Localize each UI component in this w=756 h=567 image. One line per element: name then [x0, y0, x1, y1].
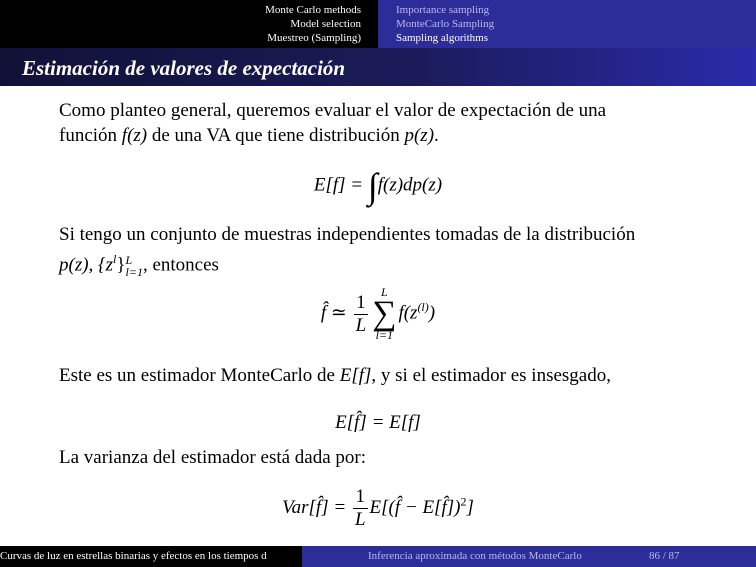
section-nav: [0, 0, 378, 48]
paragraph-montecarlo: [59, 363, 709, 388]
eq4-lhs: Var[f̂] =: [282, 496, 351, 518]
eq4-numerator: 1: [355, 486, 365, 507]
eq2-rhs: f(z: [398, 302, 418, 324]
sum-upper: L: [380, 285, 388, 299]
summation: [372, 286, 396, 342]
paragraph-intro-line1: Como planteo general, queremos evaluar el valor de expectación de una: [59, 100, 607, 121]
math-ef: E[f]: [339, 365, 372, 386]
paragraph-intro-line2: [59, 123, 709, 148]
footer-bar: [0, 546, 756, 567]
paragraph-samples: [59, 222, 709, 278]
footer-section-title[interactable]: Inferencia aproximada con métodos MonteCarlo: [368, 550, 582, 562]
footer-right: [302, 546, 756, 567]
nav-subsection-sampling-algorithms[interactable]: Sampling algorithms: [396, 32, 488, 44]
math-limits: [126, 254, 143, 278]
frame-title-bar: [0, 48, 756, 86]
math-fz: f(z): [121, 125, 148, 146]
nav-section-model-selection[interactable]: Model selection: [290, 18, 361, 30]
math-sub-l1: l=1: [125, 264, 143, 279]
text-estimador: Este es un estimador MonteCarlo de: [59, 365, 340, 386]
equation-unbiased: E[f̂] = E[f]: [335, 412, 421, 433]
text-funcion: función: [59, 125, 122, 146]
sum-lower: l=1: [375, 328, 394, 342]
text-period: .: [434, 125, 439, 146]
eq2-rhs-sup: (l): [417, 300, 429, 315]
eq2-lhs: f̂ ≃: [320, 302, 352, 324]
eq2-numerator: 1: [356, 291, 366, 313]
slide-content: [0, 86, 756, 546]
equation-variance: [0, 486, 756, 531]
math-samples-set: p(z), {z: [59, 254, 114, 276]
paragraph-varianza: La varianza del estimador está dada por:: [59, 447, 367, 468]
eq1-rhs: f(z)dp(z): [377, 174, 443, 196]
sum-sign: ∑: [372, 295, 397, 332]
eq1-lhs: E[f] =: [313, 174, 368, 196]
eq4-end: ]: [466, 496, 474, 518]
subsection-nav: [378, 0, 756, 48]
header-navigation: [0, 0, 756, 48]
eq2-rhs-end: ): [428, 302, 436, 324]
eq4-fraction: [353, 486, 368, 531]
slide-title: Estimación de valores de expectación: [22, 56, 346, 80]
eq4-sup: 2: [460, 494, 467, 509]
math-sup-l: l: [113, 252, 117, 266]
text-entonces: , entonces: [142, 254, 219, 276]
math-brace-close: }: [116, 254, 126, 276]
eq4-rhs: E[(f̂ − E[f̂]): [369, 496, 461, 518]
nav-subsection-montecarlo-sampling[interactable]: MonteCarlo Sampling: [396, 18, 495, 30]
page-number: 86 / 87: [649, 550, 680, 562]
paragraph-samples-line2: [59, 247, 709, 278]
integral-sign: ∫: [367, 166, 378, 206]
eq4-denominator: L: [354, 509, 366, 530]
text-de-una-va: de una VA que tiene distribución: [147, 125, 405, 146]
text-insesgado: , y si el estimador es insesgado,: [371, 365, 611, 386]
paragraph-intro: [59, 98, 709, 148]
equation-estimator: [0, 286, 756, 342]
eq2-denominator: L: [355, 314, 367, 336]
math-pz: p(z): [404, 125, 435, 146]
paragraph-samples-line1: Si tengo un conjunto de muestras independientes tomadas de la distribución: [59, 224, 636, 245]
math-sup-L: L: [125, 252, 133, 267]
nav-section-muestreo[interactable]: Muestreo (Sampling): [267, 32, 361, 44]
equation-expectation: [0, 168, 756, 204]
nav-subsection-importance-sampling[interactable]: Importance sampling: [396, 4, 490, 16]
eq2-fraction: [354, 292, 369, 337]
nav-section-monte-carlo[interactable]: Monte Carlo methods: [265, 4, 361, 16]
footer-talk-title[interactable]: Curvas de luz en estrellas binarias y efectos en los tiempos d: [0, 546, 302, 567]
